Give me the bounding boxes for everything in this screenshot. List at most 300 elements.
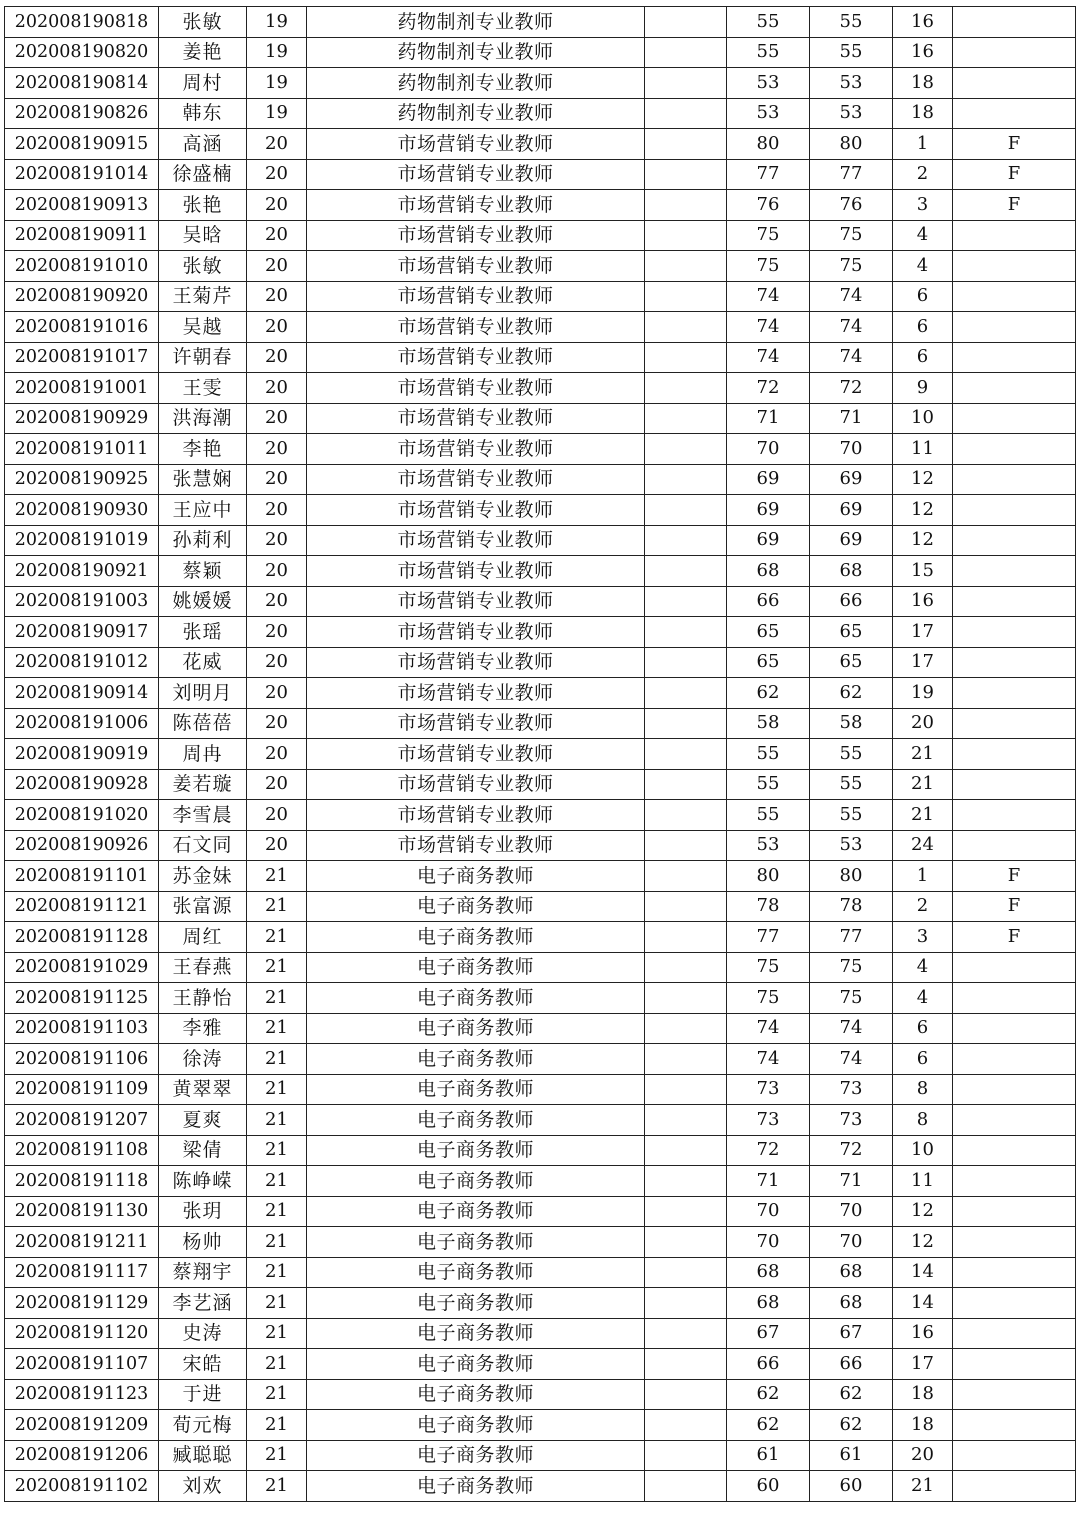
written-score-cell: 55: [727, 739, 810, 770]
post-code-cell: 21: [247, 1257, 307, 1288]
table-row: [5, 312, 1076, 343]
total-score-cell: 55: [810, 739, 893, 770]
name-cell: 韩东: [159, 98, 247, 129]
post-code-cell: 21: [247, 1044, 307, 1075]
rank-cell: 16: [893, 7, 953, 38]
interview-flag-cell: [953, 220, 1076, 251]
name-cell: 吴越: [159, 312, 247, 343]
written-score-cell: 72: [727, 1135, 810, 1166]
post-name-cell: 电子商务教师: [307, 1471, 645, 1502]
blank-cell: [645, 1379, 727, 1410]
name-cell: 李艳: [159, 434, 247, 465]
total-score-cell: 68: [810, 1257, 893, 1288]
total-score-cell: 70: [810, 1196, 893, 1227]
interview-flag-cell: [953, 647, 1076, 678]
post-code-cell: 20: [247, 251, 307, 282]
interview-flag-cell: [953, 708, 1076, 739]
blank-cell: [645, 1410, 727, 1441]
name-cell: 于进: [159, 1379, 247, 1410]
total-score-cell: 66: [810, 586, 893, 617]
table-row: [5, 952, 1076, 983]
blank-cell: [645, 769, 727, 800]
rank-cell: 11: [893, 434, 953, 465]
exam-id-cell: 202008190820: [5, 37, 159, 68]
total-score-cell: 76: [810, 190, 893, 221]
total-score-cell: 53: [810, 68, 893, 99]
interview-flag-cell: [953, 403, 1076, 434]
exam-id-cell: 202008191209: [5, 1410, 159, 1441]
name-cell: 李雅: [159, 1013, 247, 1044]
table-row: [5, 1105, 1076, 1136]
interview-flag-cell: [953, 342, 1076, 373]
blank-cell: [645, 891, 727, 922]
blank-cell: [645, 830, 727, 861]
blank-cell: [645, 68, 727, 99]
interview-flag-cell: [953, 434, 1076, 465]
total-score-cell: 62: [810, 1379, 893, 1410]
name-cell: 张瑶: [159, 617, 247, 648]
blank-cell: [645, 1166, 727, 1197]
rank-cell: 6: [893, 1044, 953, 1075]
exam-id-cell: 202008191123: [5, 1379, 159, 1410]
name-cell: 张玥: [159, 1196, 247, 1227]
table-row: [5, 1288, 1076, 1319]
name-cell: 蔡翔宇: [159, 1257, 247, 1288]
post-name-cell: 电子商务教师: [307, 1166, 645, 1197]
rank-cell: 18: [893, 1410, 953, 1441]
total-score-cell: 65: [810, 647, 893, 678]
post-code-cell: 21: [247, 952, 307, 983]
name-cell: 陈峥嵘: [159, 1166, 247, 1197]
name-cell: 蔡颖: [159, 556, 247, 587]
post-name-cell: 药物制剂专业教师: [307, 98, 645, 129]
blank-cell: [645, 190, 727, 221]
interview-flag-cell: F: [953, 922, 1076, 953]
written-score-cell: 70: [727, 1227, 810, 1258]
post-code-cell: 21: [247, 983, 307, 1014]
exam-id-cell: 202008191014: [5, 159, 159, 190]
rank-cell: 18: [893, 68, 953, 99]
name-cell: 张慧娴: [159, 464, 247, 495]
rank-cell: 6: [893, 342, 953, 373]
interview-flag-cell: F: [953, 861, 1076, 892]
blank-cell: [645, 1044, 727, 1075]
written-score-cell: 75: [727, 251, 810, 282]
name-cell: 张富源: [159, 891, 247, 922]
total-score-cell: 75: [810, 983, 893, 1014]
table-row: [5, 190, 1076, 221]
written-score-cell: 74: [727, 342, 810, 373]
total-score-cell: 72: [810, 1135, 893, 1166]
post-code-cell: 20: [247, 220, 307, 251]
exam-id-cell: 202008191108: [5, 1135, 159, 1166]
rank-cell: 16: [893, 1318, 953, 1349]
table-row: [5, 7, 1076, 38]
rank-cell: 4: [893, 251, 953, 282]
post-code-cell: 21: [247, 1074, 307, 1105]
exam-id-cell: 202008191206: [5, 1440, 159, 1471]
interview-flag-cell: [953, 1013, 1076, 1044]
blank-cell: [645, 342, 727, 373]
post-name-cell: 电子商务教师: [307, 1227, 645, 1258]
exam-id-cell: 202008191118: [5, 1166, 159, 1197]
exam-id-cell: 202008191001: [5, 373, 159, 404]
exam-id-cell: 202008190911: [5, 220, 159, 251]
exam-id-cell: 202008191006: [5, 708, 159, 739]
blank-cell: [645, 37, 727, 68]
post-code-cell: 21: [247, 922, 307, 953]
table-row: [5, 800, 1076, 831]
total-score-cell: 71: [810, 403, 893, 434]
exam-id-cell: 202008191020: [5, 800, 159, 831]
table-row: [5, 68, 1076, 99]
rank-cell: 18: [893, 98, 953, 129]
table-row: [5, 739, 1076, 770]
blank-cell: [645, 281, 727, 312]
interview-flag-cell: [953, 800, 1076, 831]
name-cell: 李雪晨: [159, 800, 247, 831]
interview-flag-cell: [953, 1410, 1076, 1441]
post-name-cell: 市场营销专业教师: [307, 769, 645, 800]
interview-flag-cell: [953, 1318, 1076, 1349]
rank-cell: 4: [893, 952, 953, 983]
rank-cell: 8: [893, 1105, 953, 1136]
post-name-cell: 电子商务教师: [307, 1288, 645, 1319]
post-name-cell: 市场营销专业教师: [307, 434, 645, 465]
exam-id-cell: 202008190929: [5, 403, 159, 434]
interview-flag-cell: [953, 1349, 1076, 1380]
post-code-cell: 20: [247, 708, 307, 739]
interview-flag-cell: [953, 1288, 1076, 1319]
name-cell: 姜若璇: [159, 769, 247, 800]
rank-cell: 3: [893, 190, 953, 221]
exam-id-cell: 202008191207: [5, 1105, 159, 1136]
written-score-cell: 55: [727, 7, 810, 38]
interview-flag-cell: [953, 251, 1076, 282]
exam-id-cell: 202008191019: [5, 525, 159, 556]
interview-flag-cell: [953, 617, 1076, 648]
table-row: [5, 1410, 1076, 1441]
rank-cell: 1: [893, 861, 953, 892]
table-row: [5, 1074, 1076, 1105]
name-cell: 姚媛媛: [159, 586, 247, 617]
total-score-cell: 80: [810, 861, 893, 892]
blank-cell: [645, 1227, 727, 1258]
total-score-cell: 60: [810, 1471, 893, 1502]
rank-cell: 14: [893, 1288, 953, 1319]
rank-cell: 11: [893, 1166, 953, 1197]
post-code-cell: 19: [247, 98, 307, 129]
interview-flag-cell: [953, 68, 1076, 99]
written-score-cell: 69: [727, 464, 810, 495]
written-score-cell: 74: [727, 1044, 810, 1075]
post-name-cell: 药物制剂专业教师: [307, 68, 645, 99]
exam-id-cell: 202008191120: [5, 1318, 159, 1349]
exam-id-cell: 202008190928: [5, 769, 159, 800]
total-score-cell: 73: [810, 1074, 893, 1105]
written-score-cell: 65: [727, 647, 810, 678]
name-cell: 李艺涵: [159, 1288, 247, 1319]
exam-id-cell: 202008190826: [5, 98, 159, 129]
rank-cell: 6: [893, 281, 953, 312]
blank-cell: [645, 952, 727, 983]
written-score-cell: 71: [727, 1166, 810, 1197]
total-score-cell: 55: [810, 800, 893, 831]
post-code-cell: 21: [247, 1471, 307, 1502]
post-name-cell: 电子商务教师: [307, 1135, 645, 1166]
post-name-cell: 电子商务教师: [307, 1318, 645, 1349]
total-score-cell: 69: [810, 464, 893, 495]
post-code-cell: 21: [247, 861, 307, 892]
post-code-cell: 20: [247, 434, 307, 465]
interview-flag-cell: [953, 1227, 1076, 1258]
interview-flag-cell: [953, 1471, 1076, 1502]
exam-id-cell: 202008191101: [5, 861, 159, 892]
name-cell: 许朝春: [159, 342, 247, 373]
interview-flag-cell: [953, 1196, 1076, 1227]
post-code-cell: 21: [247, 1410, 307, 1441]
post-code-cell: 21: [247, 1379, 307, 1410]
table-row: [5, 434, 1076, 465]
post-code-cell: 21: [247, 891, 307, 922]
rank-cell: 12: [893, 1196, 953, 1227]
post-code-cell: 20: [247, 464, 307, 495]
written-score-cell: 53: [727, 68, 810, 99]
total-score-cell: 62: [810, 1410, 893, 1441]
table-row: [5, 129, 1076, 160]
total-score-cell: 62: [810, 678, 893, 709]
post-name-cell: 市场营销专业教师: [307, 708, 645, 739]
post-name-cell: 电子商务教师: [307, 1013, 645, 1044]
post-name-cell: 电子商务教师: [307, 861, 645, 892]
interview-flag-cell: F: [953, 129, 1076, 160]
table-row: [5, 1257, 1076, 1288]
interview-flag-cell: [953, 1440, 1076, 1471]
blank-cell: [645, 586, 727, 617]
written-score-cell: 76: [727, 190, 810, 221]
post-code-cell: 20: [247, 617, 307, 648]
rank-cell: 16: [893, 586, 953, 617]
rank-cell: 6: [893, 1013, 953, 1044]
total-score-cell: 70: [810, 434, 893, 465]
post-name-cell: 电子商务教师: [307, 1379, 645, 1410]
rank-cell: 19: [893, 678, 953, 709]
interview-flag-cell: [953, 37, 1076, 68]
total-score-cell: 74: [810, 1044, 893, 1075]
post-name-cell: 市场营销专业教师: [307, 586, 645, 617]
interview-flag-cell: [953, 1379, 1076, 1410]
interview-flag-cell: [953, 830, 1076, 861]
post-name-cell: 药物制剂专业教师: [307, 37, 645, 68]
name-cell: 孙莉利: [159, 525, 247, 556]
post-code-cell: 20: [247, 159, 307, 190]
table-row: [5, 617, 1076, 648]
blank-cell: [645, 7, 727, 38]
total-score-cell: 61: [810, 1440, 893, 1471]
name-cell: 王静怡: [159, 983, 247, 1014]
post-code-cell: 21: [247, 1135, 307, 1166]
blank-cell: [645, 1318, 727, 1349]
exam-id-cell: 202008190921: [5, 556, 159, 587]
name-cell: 杨帅: [159, 1227, 247, 1258]
interview-flag-cell: [953, 98, 1076, 129]
table-row: [5, 830, 1076, 861]
name-cell: 张敏: [159, 7, 247, 38]
post-name-cell: 市场营销专业教师: [307, 617, 645, 648]
post-name-cell: 市场营销专业教师: [307, 403, 645, 434]
written-score-cell: 74: [727, 1013, 810, 1044]
written-score-cell: 62: [727, 1410, 810, 1441]
written-score-cell: 65: [727, 617, 810, 648]
post-name-cell: 市场营销专业教师: [307, 800, 645, 831]
written-score-cell: 70: [727, 1196, 810, 1227]
total-score-cell: 74: [810, 342, 893, 373]
total-score-cell: 74: [810, 312, 893, 343]
blank-cell: [645, 525, 727, 556]
post-code-cell: 20: [247, 403, 307, 434]
post-name-cell: 市场营销专业教师: [307, 464, 645, 495]
post-code-cell: 20: [247, 373, 307, 404]
name-cell: 王春燕: [159, 952, 247, 983]
post-name-cell: 市场营销专业教师: [307, 129, 645, 160]
exam-id-cell: 202008190915: [5, 129, 159, 160]
interview-flag-cell: [953, 769, 1076, 800]
blank-cell: [645, 1288, 727, 1319]
interview-flag-cell: [953, 7, 1076, 38]
total-score-cell: 55: [810, 769, 893, 800]
post-name-cell: 市场营销专业教师: [307, 281, 645, 312]
name-cell: 夏爽: [159, 1105, 247, 1136]
post-name-cell: 市场营销专业教师: [307, 251, 645, 282]
rank-cell: 12: [893, 525, 953, 556]
name-cell: 刘欢: [159, 1471, 247, 1502]
total-score-cell: 70: [810, 1227, 893, 1258]
written-score-cell: 75: [727, 220, 810, 251]
blank-cell: [645, 556, 727, 587]
post-name-cell: 电子商务教师: [307, 1044, 645, 1075]
written-score-cell: 60: [727, 1471, 810, 1502]
blank-cell: [645, 464, 727, 495]
rank-cell: 17: [893, 617, 953, 648]
exam-id-cell: 202008191017: [5, 342, 159, 373]
post-code-cell: 19: [247, 7, 307, 38]
rank-cell: 1: [893, 129, 953, 160]
post-name-cell: 药物制剂专业教师: [307, 7, 645, 38]
blank-cell: [645, 922, 727, 953]
interview-flag-cell: [953, 739, 1076, 770]
written-score-cell: 77: [727, 922, 810, 953]
blank-cell: [645, 800, 727, 831]
rank-cell: 18: [893, 1379, 953, 1410]
written-score-cell: 78: [727, 891, 810, 922]
total-score-cell: 68: [810, 1288, 893, 1319]
written-score-cell: 73: [727, 1074, 810, 1105]
table-row: [5, 647, 1076, 678]
blank-cell: [645, 159, 727, 190]
blank-cell: [645, 1105, 727, 1136]
interview-flag-cell: [953, 1257, 1076, 1288]
rank-cell: 14: [893, 1257, 953, 1288]
table-row: [5, 495, 1076, 526]
rank-cell: 24: [893, 830, 953, 861]
name-cell: 徐涛: [159, 1044, 247, 1075]
table-row: [5, 403, 1076, 434]
post-code-cell: 21: [247, 1349, 307, 1380]
post-name-cell: 电子商务教师: [307, 1349, 645, 1380]
interview-flag-cell: [953, 556, 1076, 587]
post-name-cell: 市场营销专业教师: [307, 525, 645, 556]
table-row: [5, 98, 1076, 129]
rank-cell: 21: [893, 800, 953, 831]
table-row: [5, 1227, 1076, 1258]
exam-id-cell: 202008191016: [5, 312, 159, 343]
interview-flag-cell: F: [953, 159, 1076, 190]
table-row: [5, 1349, 1076, 1380]
written-score-cell: 71: [727, 403, 810, 434]
table-row: [5, 1440, 1076, 1471]
post-name-cell: 电子商务教师: [307, 1410, 645, 1441]
name-cell: 王应中: [159, 495, 247, 526]
exam-id-cell: 202008191011: [5, 434, 159, 465]
table-row: [5, 922, 1076, 953]
written-score-cell: 66: [727, 1349, 810, 1380]
exam-id-cell: 202008191106: [5, 1044, 159, 1075]
written-score-cell: 55: [727, 37, 810, 68]
table-row: [5, 708, 1076, 739]
blank-cell: [645, 861, 727, 892]
post-name-cell: 市场营销专业教师: [307, 678, 645, 709]
exam-id-cell: 202008190814: [5, 68, 159, 99]
rank-cell: 3: [893, 922, 953, 953]
table-row: [5, 251, 1076, 282]
table-row: [5, 769, 1076, 800]
written-score-cell: 62: [727, 678, 810, 709]
table-row: [5, 159, 1076, 190]
rank-cell: 10: [893, 1135, 953, 1166]
written-score-cell: 80: [727, 129, 810, 160]
total-score-cell: 69: [810, 525, 893, 556]
exam-id-cell: 202008191107: [5, 1349, 159, 1380]
rank-cell: 17: [893, 1349, 953, 1380]
name-cell: 石文同: [159, 830, 247, 861]
post-code-cell: 21: [247, 1013, 307, 1044]
post-code-cell: 20: [247, 647, 307, 678]
total-score-cell: 73: [810, 1105, 893, 1136]
post-code-cell: 20: [247, 525, 307, 556]
table-row: [5, 1135, 1076, 1166]
score-table-body: [5, 7, 1076, 1502]
interview-flag-cell: F: [953, 891, 1076, 922]
table-row: [5, 281, 1076, 312]
exam-id-cell: 202008191128: [5, 922, 159, 953]
rank-cell: 16: [893, 37, 953, 68]
post-code-cell: 20: [247, 342, 307, 373]
interview-flag-cell: [953, 525, 1076, 556]
post-name-cell: 电子商务教师: [307, 1074, 645, 1105]
total-score-cell: 77: [810, 159, 893, 190]
total-score-cell: 68: [810, 556, 893, 587]
blank-cell: [645, 312, 727, 343]
post-code-cell: 19: [247, 68, 307, 99]
post-name-cell: 市场营销专业教师: [307, 830, 645, 861]
name-cell: 吴晗: [159, 220, 247, 251]
interview-flag-cell: [953, 1074, 1076, 1105]
exam-id-cell: 202008190917: [5, 617, 159, 648]
exam-id-cell: 202008190919: [5, 739, 159, 770]
total-score-cell: 67: [810, 1318, 893, 1349]
total-score-cell: 55: [810, 7, 893, 38]
exam-id-cell: 202008191010: [5, 251, 159, 282]
